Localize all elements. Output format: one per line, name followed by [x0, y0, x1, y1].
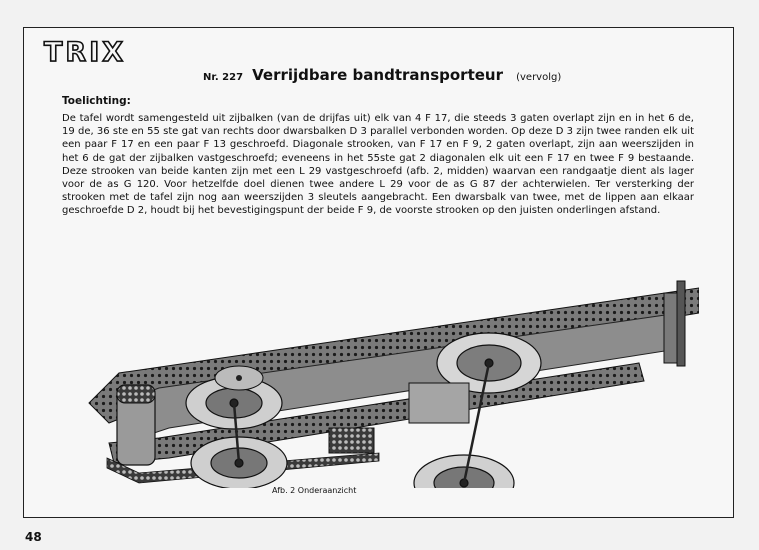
trix-logo: TRIX [44, 37, 127, 68]
continuation-note: (vervolg) [516, 72, 562, 83]
page-heading [203, 65, 561, 84]
conveyor-illustration [79, 253, 699, 488]
section-label: Toelichting: [62, 95, 131, 107]
page-number: 48 [25, 530, 42, 544]
page-frame [23, 27, 734, 518]
page-title: Verrijdbare bandtransporteur [252, 66, 503, 84]
model-number: Nr. 227 [203, 72, 244, 83]
figure-caption: Afb. 2 Onderaanzicht [272, 486, 357, 495]
body-paragraph: De tafel wordt samengesteld uit zijbalken (van de drijfas uit) elk van 4 F 17, die steeds 3 gaten overlapt zijn en in het 6 de, 19 de, 36 ste en 55 ste gat van rechts door dwarsbalken D 3 parallel verbonden worden. Op deze D 3 zijn twee randen elk uit een paar F 17 en een paar F 13 geschroefd. Diagonale strooken, van F 17 en F 9, 2 gaten overlapt, zijn aan weerszijden in het 6 de gat der zijbalken vastgeschroefd; eveneens in het 55ste gat 2 diagonalen elk uit een F 17 en twee F 9 bestaande. Deze strooken van beide kanten zijn met een L 29 vastgeschroefd (afb. 2, midden) waarvan een randgaatje dient als lager voor de as G 120. Voor hetzelfde doel dienen twee andere L 29 voor de as G 87 der achterwielen. Ter versterking der strooken met de tafel zijn nog aan weerszijden 3 sleutels aangebracht. Een dwarsbalk van twee, met de lippen aan elkaar geschroefde D 2, houdt bij het bevestigingspunt der beide F 9, de voorste strooken op den juisten onderlingen afstand. [62, 113, 694, 217]
